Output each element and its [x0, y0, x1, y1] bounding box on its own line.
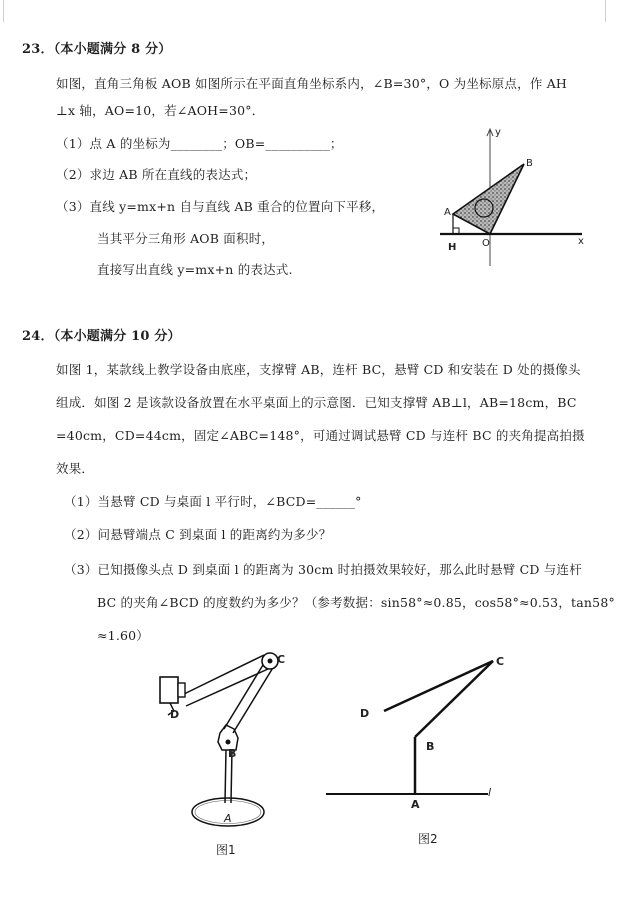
segment-cd [384, 661, 493, 711]
q24-part-1: （1）当悬臂 CD 与桌面 l 平行时，∠BCD=______° [64, 494, 362, 509]
label-b: B [526, 158, 533, 169]
q24-part-3-line-3: ≈1.60） [97, 628, 150, 643]
q24-part-2: （2）问悬臂端点 C 到桌面 l 的距离约为多少？ [64, 527, 332, 542]
fig1-label-b: B [228, 747, 237, 760]
label-o: O [482, 238, 490, 249]
fig1-caption: 图1 [216, 843, 236, 857]
label-a: A [444, 207, 451, 218]
q23-coordinate-figure [432, 120, 602, 270]
q23-part-1: （1）点 A 的坐标为________；OB=__________； [56, 136, 343, 151]
q24-figure-2 [320, 645, 510, 855]
link-bc [224, 660, 266, 729]
q23-part-3-line-2: 当其平分三角形 AOB 面积时， [97, 231, 275, 246]
q24-intro-line-3: =40cm，CD=44cm，固定∠ABC=148°，可通过调试悬臂 CD 与连杆 BC 的夹角提高拍摄 [56, 428, 585, 443]
fig2-label-d: D [360, 707, 370, 720]
label-x: x [578, 236, 584, 247]
label-h: H [448, 242, 457, 253]
scan-edge-right [605, 0, 606, 22]
q24-figure-1 [140, 645, 310, 870]
q24-part-3-line-1: （3）已知摄像头点 D 到桌面 l 的距离为 30cm 时拍摄效果较好，那么此时悬臂 CD 与连杆 [64, 562, 582, 577]
q23-part-2: （2）求边 AB 所在直线的表达式； [56, 167, 257, 182]
fig1-label-a: A [224, 812, 232, 825]
q23-heading: 23．（本小题满分 8 分） [22, 42, 172, 57]
support-arm-ab [225, 749, 226, 803]
q24-intro-line-4: 效果． [56, 461, 95, 476]
fig2-caption: 图2 [418, 832, 438, 846]
scan-edge-left [3, 0, 4, 22]
fig2-label-a: A [411, 798, 420, 811]
fig1-label-d: D [170, 708, 180, 721]
fig2-label-b: B [426, 740, 435, 753]
q23-intro-line-1: 如图，直角三角板 AOB 如图所示在平面直角坐标系内，∠B=30°，O 为坐标原点，作 AH [56, 76, 568, 91]
q24-intro-line-2: 组成．如图 2 是该款设备放置在水平桌面上的示意图．已知支撑臂 AB⊥l，AB=18cm，BC [56, 395, 577, 410]
q23-part-3-line-1: （3）直线 y=mx+n 自与直线 AB 重合的位置向下平移， [56, 199, 385, 214]
fig2-label-l: l [488, 786, 492, 799]
label-y: y [495, 127, 501, 138]
triangle-aob [453, 164, 524, 234]
segment-bc [415, 661, 493, 737]
fig2-label-c: C [496, 655, 505, 668]
q24-intro-line-1: 如图 1，某款线上教学设备由底座，支撑臂 AB，连杆 BC，悬臂 CD 和安装在 D 处的摄像头 [56, 362, 581, 377]
q23-part-3-line-3: 直接写出直线 y=mx+n 的表达式. [97, 262, 293, 277]
q24-part-3-line-2: BC 的夹角∠BCD 的度数约为多少？（参考数据：sin58°≈0.85，cos58°≈0.53，tan58° [97, 595, 615, 610]
fig1-label-c: C [277, 653, 286, 666]
camera-d [160, 677, 178, 703]
q23-intro-line-2: ⊥x 轴，AO=10，若∠AOH=30°． [56, 103, 265, 118]
q24-heading: 24．（本小题满分 10 分） [22, 329, 181, 344]
